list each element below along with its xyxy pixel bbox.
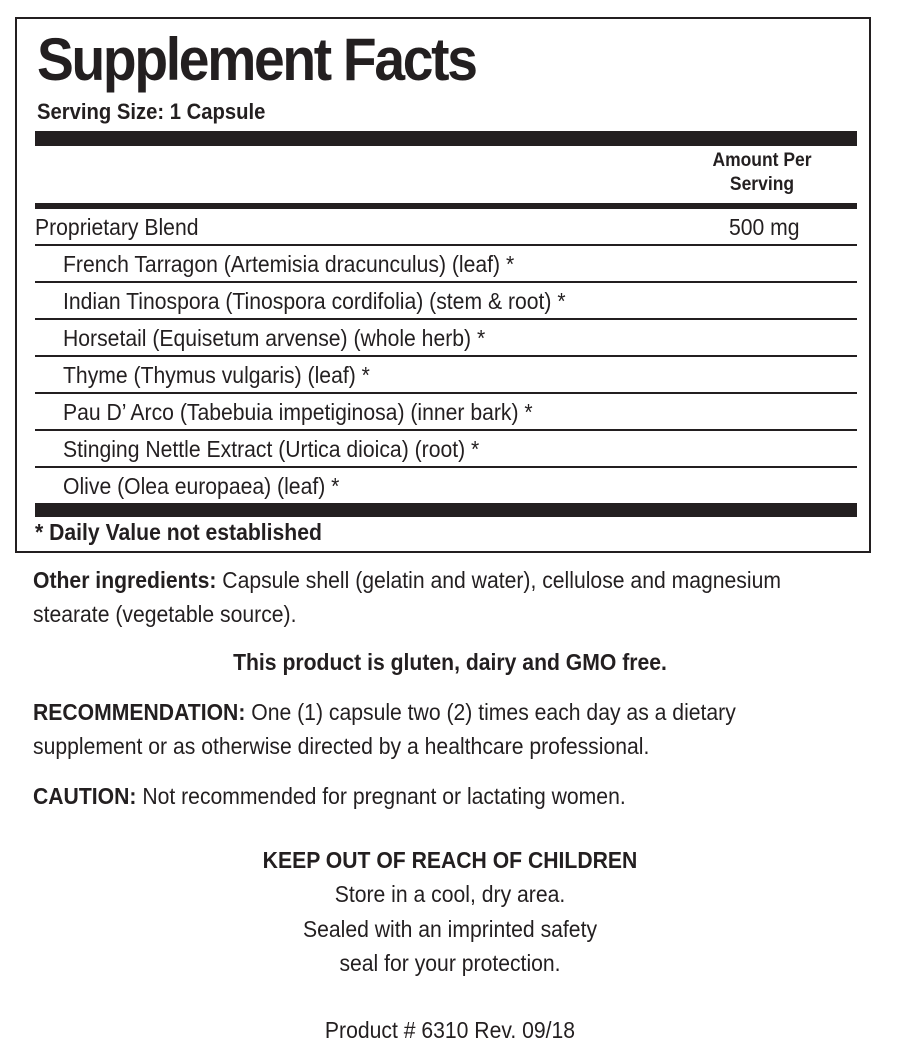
other-ingredients-label: Other ingredients:: [33, 567, 217, 593]
ingredient-row: [35, 246, 857, 283]
panel-title: Supplement Facts: [37, 26, 476, 93]
recommendation-label: RECOMMENDATION:: [33, 699, 246, 725]
ingredient-row: [35, 357, 857, 394]
other-ingredients-line2: stearate (vegetable source).: [33, 601, 297, 627]
caution: [33, 779, 861, 813]
serving-size: Serving Size: 1 Capsule: [37, 99, 266, 124]
top-divider: [35, 131, 857, 146]
supplement-facts-panel: [15, 17, 871, 553]
recommendation-line2: supplement or as otherwise directed by a healthcare professional.: [33, 733, 650, 759]
ingredient-row: [35, 431, 857, 468]
storage-line3: seal for your protection.: [339, 950, 561, 976]
ingredient-row: [35, 283, 857, 320]
caution-text: Not recommended for pregnant or lactating women.: [136, 783, 626, 809]
ingredient-row: [35, 468, 857, 505]
product-code: Product # 6310 Rev. 09/18: [324, 1017, 576, 1043]
keep-out-of-reach-heading: KEEP OUT OF REACH OF CHILDREN: [262, 847, 638, 873]
ingredient-label: Horsetail (Equisetum arvense) (whole herb) *: [63, 325, 486, 351]
storage-line1: Store in a cool, dry area.: [334, 881, 566, 907]
caution-label: CAUTION:: [33, 783, 137, 809]
other-ingredients: [33, 563, 861, 631]
storage-line2: Sealed with an imprinted safety: [302, 916, 598, 942]
ingredient-label: Stinging Nettle Extract (Urtica dioica) (root) *: [63, 436, 480, 462]
ingredient-label: French Tarragon (Artemisia dracunculus) (leaf) *: [63, 251, 515, 277]
recommendation-line1: One (1) capsule two (2) times each day as a dietary: [245, 699, 736, 725]
ingredient-row: [35, 394, 857, 431]
bottom-divider: [35, 503, 857, 517]
ingredient-label: Pau D’ Arco (Tabebuia impetiginosa) (inner bark) *: [63, 399, 533, 425]
ingredient-label: Olive (Olea europaea) (leaf) *: [63, 473, 340, 499]
ingredient-row: [35, 320, 857, 357]
ingredient-row: [35, 209, 857, 246]
amount-per-serving-header: [702, 149, 822, 197]
free-from-statement: This product is gluten, dairy and GMO free.: [233, 649, 667, 675]
recommendation: [33, 695, 861, 763]
daily-value-footnote: * Daily Value not established: [35, 519, 322, 545]
ingredient-amount: 500 mg: [729, 214, 800, 240]
amount-header-line1: Amount Per: [712, 150, 812, 171]
ingredient-label: Proprietary Blend: [35, 214, 199, 240]
ingredient-label: Indian Tinospora (Tinospora cordifolia) (stem & root) *: [63, 288, 566, 314]
amount-header-line2: Serving: [729, 174, 795, 195]
other-ingredients-line1: Capsule shell (gelatin and water), cellulose and magnesium: [216, 567, 781, 593]
ingredient-label: Thyme (Thymus vulgaris) (leaf) *: [63, 362, 370, 388]
